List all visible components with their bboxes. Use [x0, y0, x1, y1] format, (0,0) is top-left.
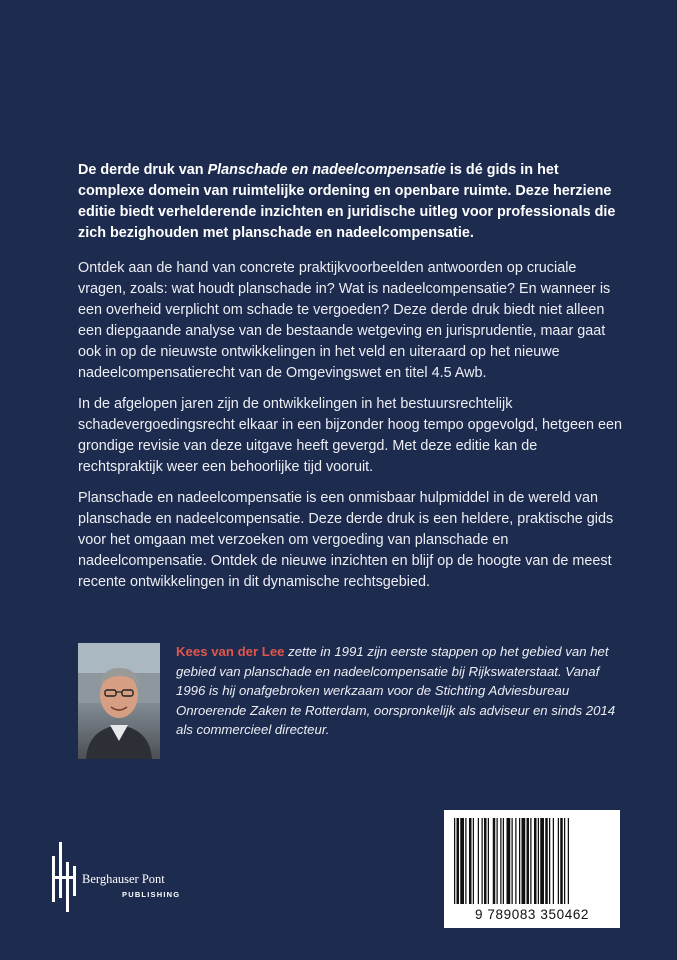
intro-paragraph	[78, 160, 618, 244]
intro-text-start: De derde druk van	[78, 162, 208, 178]
author-photo	[78, 643, 160, 759]
author-bio	[176, 642, 626, 740]
isbn-barcode	[444, 810, 620, 928]
author-name: Kees van der Lee	[176, 644, 285, 659]
body-paragraph-3: Planschade en nadeelcompensatie is een onmisbaar hulpmiddel in de wereld van planschade en nadeelcompensatie. Deze derde druk is een heldere, praktische gids voor het omgaan met verzoeken om vergoeding van planschade en nadeelcompensatie. Ontdek de nieuwe inzichten en blijf op de hoogte van de meest recente ontwikkelingen in dit dynamische rechtsgebied.	[78, 490, 614, 590]
book-title-italic: Planschade en nadeelcompensatie	[207, 162, 446, 178]
author-bio-text: zette in 1991 zijn eerste stappen op het gebied van het gebied van planschade en nadeelcompensatie bij Rijkswaterstaat. Vanaf 1996 is hij onafgebroken werkzaam voor de Stichting Adviesbureau Onroerende Zaken te Rotterdam, oorspronkelijk als adviseur en sinds 2014 als commercieel directeur.	[176, 644, 616, 737]
body-paragraph-1: Ontdek aan de hand van concrete praktijkvoorbeelden antwoorden op cruciale vragen, zoals: wat houdt planschade in? Wat is nadeelcompensatie? En wanneer is een overheid verplicht om schade te vergoeden? Deze derde druk biedt niet alleen een diepgaande analyse van de bestaande wetgeving en jurisprudentie, maar gaat ook in op de nieuwste ontwikkelingen in het veld en uiteraard op het nieuwe nadeelcompensatierecht van de Omgevingswet en titel 4.5 Awb.	[78, 260, 611, 381]
body-paragraph-2: In de afgelopen jaren zijn de ontwikkelingen in het bestuursrechtelijk schadevergoedingsrecht elkaar in een bijzonder hoog tempo opgevolgd, hetgeen een grondige revisie van deze uitgave heeft gevergd. Met deze editie kan de rechtspraktijk weer een behoorlijke tijd vooruit.	[78, 396, 623, 475]
publisher-sub: PUBLISHING	[122, 890, 181, 899]
publisher-mark-icon	[48, 842, 82, 912]
barcode-bars	[452, 818, 612, 904]
publisher-name: Berghauser Pont	[82, 872, 165, 886]
isbn-number: 9 789083 350462	[474, 907, 590, 922]
publisher-logo	[48, 842, 188, 912]
intro-text-end: is dé gids in het complexe domein van ruimtelijke ordening en openbare ruimte. Deze herziene editie biedt verhelderende inzichten en juridische uitleg voor professionals die zich bezighouden met planschade en nadeelcompensatie.	[78, 162, 616, 241]
